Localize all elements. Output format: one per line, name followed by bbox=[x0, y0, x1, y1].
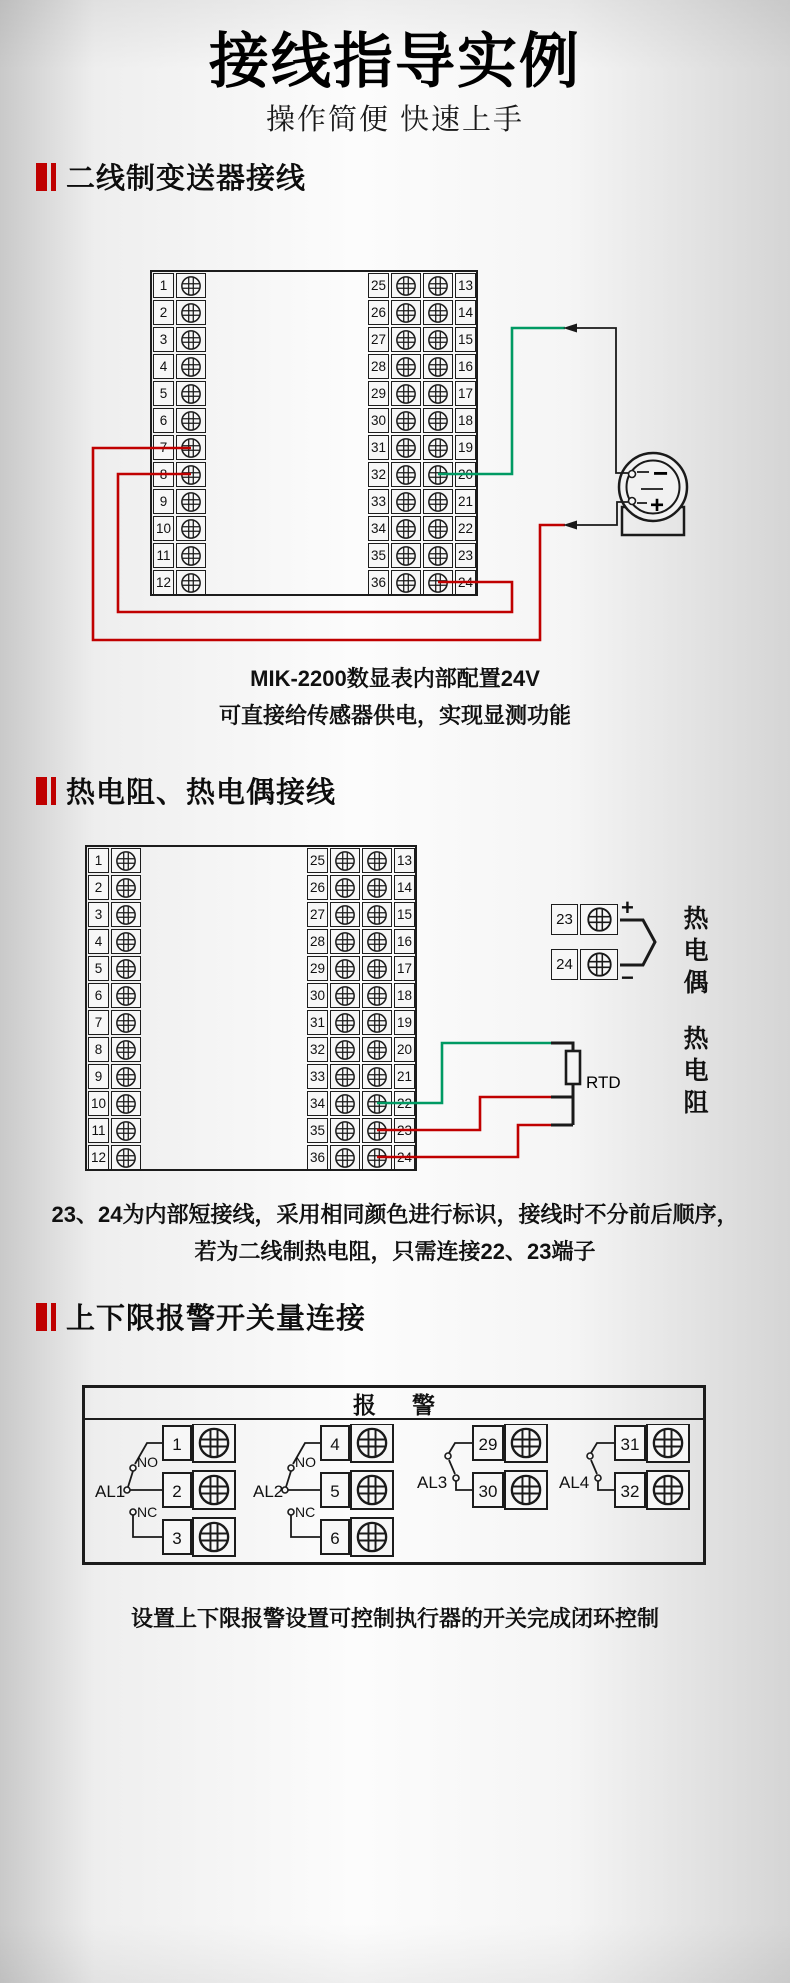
terminal-number: 20 bbox=[455, 462, 476, 487]
rtd-bottom-leads bbox=[551, 1084, 573, 1125]
terminal-number: 26 bbox=[307, 875, 328, 900]
terminal-number: 21 bbox=[394, 1064, 415, 1089]
switch-contact bbox=[595, 1475, 601, 1481]
thermocouple-label: 热电偶 bbox=[680, 905, 708, 1001]
no-contact bbox=[288, 1465, 294, 1471]
caption-rtd bbox=[0, 1196, 790, 1270]
terminal-number: 34 bbox=[368, 516, 389, 541]
terminal-number: 30 bbox=[478, 1482, 498, 1501]
terminal-number: 3 bbox=[153, 327, 174, 352]
caption-alarm bbox=[0, 1600, 790, 1637]
terminal-number: 23 bbox=[394, 1118, 415, 1143]
sensor-minus-sign: − bbox=[653, 458, 669, 488]
terminal-number: 6 bbox=[88, 983, 109, 1008]
diagram-transmitter-wiring bbox=[0, 270, 790, 670]
nc-label: NC bbox=[295, 1504, 316, 1520]
caption-line: 23、24为内部短接线，采用相同颜色进行标识，接线时不分前后顺序， bbox=[51, 1202, 739, 1227]
terminal-number: 23 bbox=[455, 543, 476, 568]
switch-leads bbox=[591, 1443, 615, 1490]
sensor-minus-wire bbox=[576, 328, 628, 473]
sensor-plus-contact bbox=[629, 498, 636, 505]
terminal-number: 27 bbox=[368, 327, 389, 352]
terminal-number: 24 bbox=[455, 570, 476, 595]
rtd-resistor bbox=[566, 1051, 580, 1084]
terminal-number: 35 bbox=[368, 543, 389, 568]
sensor-plus-sign: + bbox=[650, 492, 665, 519]
page-subtitle: 操作简便 快速上手 bbox=[265, 104, 525, 136]
terminal-number: 32 bbox=[307, 1037, 328, 1062]
terminal-number: 27 bbox=[307, 902, 328, 927]
thermocouple-minus-sign: − bbox=[621, 965, 634, 990]
terminal-number: 1 bbox=[88, 848, 109, 873]
terminal-number: 31 bbox=[620, 1435, 640, 1454]
terminal-number: 2 bbox=[88, 875, 109, 900]
terminal-number: 8 bbox=[153, 462, 174, 487]
terminal-number: 3 bbox=[172, 1529, 182, 1548]
terminal-number: 13 bbox=[394, 848, 415, 873]
terminal-number: 32 bbox=[368, 462, 389, 487]
terminal-number: 33 bbox=[307, 1064, 328, 1089]
diagram-rtd-thermocouple bbox=[0, 845, 790, 1190]
green-wire-terminal20 bbox=[438, 328, 565, 474]
terminal-number: 10 bbox=[153, 516, 174, 541]
section-marker-icon bbox=[36, 1303, 56, 1331]
terminal-number: 7 bbox=[88, 1010, 109, 1035]
terminal-number: 1 bbox=[153, 273, 174, 298]
terminal-number: 36 bbox=[307, 1145, 328, 1170]
thermocouple-plus-sign: + bbox=[621, 895, 634, 920]
section-marker-icon bbox=[36, 163, 56, 191]
green-wire-terminal22 bbox=[377, 1043, 551, 1103]
no-label: NO bbox=[295, 1454, 316, 1470]
red-wire-terminal8-24 bbox=[118, 474, 512, 612]
terminal-number: 29 bbox=[307, 956, 328, 981]
terminal-number: 30 bbox=[307, 983, 328, 1008]
nc-contact bbox=[130, 1509, 136, 1515]
terminal-number: 15 bbox=[455, 327, 476, 352]
alarm-group-name: AL1 bbox=[95, 1482, 126, 1501]
terminal-number: 2 bbox=[153, 300, 174, 325]
terminal-number: 5 bbox=[153, 381, 174, 406]
wiring-overlay bbox=[0, 845, 790, 1190]
alarm-group-al2 bbox=[251, 1424, 397, 1562]
terminal-number: 20 bbox=[394, 1037, 415, 1062]
arrowhead-icon bbox=[563, 521, 577, 530]
nc-contact bbox=[288, 1509, 294, 1515]
terminal-number: 24 bbox=[394, 1145, 415, 1170]
terminal-number: 16 bbox=[455, 354, 476, 379]
terminal-number: 31 bbox=[307, 1010, 328, 1035]
terminal-number: 6 bbox=[330, 1529, 340, 1548]
terminal-number: 18 bbox=[394, 983, 415, 1008]
alarm-title: 报警 bbox=[353, 1391, 471, 1418]
arrowhead-icon bbox=[563, 324, 577, 333]
terminal-number: 29 bbox=[368, 381, 389, 406]
thermocouple-junction bbox=[620, 920, 655, 965]
alarm-group-al3 bbox=[415, 1424, 551, 1562]
alarm-title-row bbox=[85, 1388, 703, 1420]
caption-line: MIK-2200数显表内部配置24V bbox=[250, 666, 540, 691]
caption-transmitter bbox=[0, 660, 790, 734]
terminal-number: 26 bbox=[368, 300, 389, 325]
section-header-alarm bbox=[36, 1296, 366, 1337]
terminal-number: 30 bbox=[368, 408, 389, 433]
terminal-number: 18 bbox=[455, 408, 476, 433]
terminal-number: 16 bbox=[394, 929, 415, 954]
alarm-group-al1 bbox=[93, 1424, 239, 1562]
terminal-number: 12 bbox=[153, 570, 174, 595]
switch-contact bbox=[453, 1475, 459, 1481]
terminal-number: 4 bbox=[88, 929, 109, 954]
caption-line: 可直接给传感器供电，实现显测功能 bbox=[218, 703, 571, 728]
rtd-name-label: 热电阻 bbox=[680, 1025, 708, 1121]
terminal-number: 17 bbox=[394, 956, 415, 981]
terminal-number: 15 bbox=[394, 902, 415, 927]
terminal-number: 31 bbox=[368, 435, 389, 460]
terminal-number: 33 bbox=[368, 489, 389, 514]
alarm-group-al4 bbox=[557, 1424, 693, 1562]
terminal-number: 13 bbox=[455, 273, 476, 298]
section-header-rtd-tc bbox=[36, 770, 336, 811]
terminal-number: 4 bbox=[330, 1435, 340, 1454]
switch-leads bbox=[449, 1443, 473, 1490]
terminal-number: 5 bbox=[88, 956, 109, 981]
section-marker-icon bbox=[36, 777, 56, 805]
terminal-number: 22 bbox=[455, 516, 476, 541]
terminal-number: 5 bbox=[330, 1482, 340, 1501]
terminal-number: 35 bbox=[307, 1118, 328, 1143]
terminal-number: 14 bbox=[394, 875, 415, 900]
alarm-group-name: AL3 bbox=[417, 1473, 448, 1492]
terminal-number: 17 bbox=[455, 381, 476, 406]
caption-line: 设置上下限报警设置可控制执行器的开关完成闭环控制 bbox=[130, 1606, 659, 1631]
caption-line: 若为二线制热电阻，只需连接22、23端子 bbox=[194, 1239, 596, 1264]
terminal-number: 24 bbox=[551, 949, 578, 980]
terminal-number: 32 bbox=[620, 1482, 640, 1501]
section-heading: 热电阻、热电偶接线 bbox=[66, 777, 337, 809]
terminal-number: 11 bbox=[153, 543, 174, 568]
section-header-transmitter bbox=[36, 156, 306, 197]
terminal-number: 3 bbox=[88, 902, 109, 927]
terminal-number: 14 bbox=[455, 300, 476, 325]
nc-label: NC bbox=[137, 1504, 158, 1520]
terminal-number: 11 bbox=[88, 1118, 109, 1143]
section-heading: 二线制变送器接线 bbox=[66, 163, 307, 195]
switch-contact bbox=[445, 1453, 451, 1459]
terminal-number: 25 bbox=[307, 848, 328, 873]
switch-contact bbox=[587, 1453, 593, 1459]
terminal-number: 7 bbox=[153, 435, 174, 460]
terminal-number: 25 bbox=[368, 273, 389, 298]
terminal-number: 2 bbox=[172, 1482, 182, 1501]
terminal-number: 28 bbox=[368, 354, 389, 379]
sensor-plus-wire bbox=[576, 502, 628, 525]
alarm-group-name: AL4 bbox=[559, 1473, 590, 1492]
terminal-number: 36 bbox=[368, 570, 389, 595]
terminal-number: 21 bbox=[455, 489, 476, 514]
terminal-number: 29 bbox=[478, 1435, 498, 1454]
alarm-group-name: AL2 bbox=[253, 1482, 284, 1501]
terminal-number: 19 bbox=[394, 1010, 415, 1035]
terminal-number: 6 bbox=[153, 408, 174, 433]
no-label: NO bbox=[137, 1454, 158, 1470]
terminal-number: 23 bbox=[551, 904, 578, 935]
terminal-number: 4 bbox=[153, 354, 174, 379]
terminal-number: 8 bbox=[88, 1037, 109, 1062]
terminal-number: 28 bbox=[307, 929, 328, 954]
alarm-body bbox=[85, 1420, 703, 1560]
terminal-number: 19 bbox=[455, 435, 476, 460]
terminal-number: 22 bbox=[394, 1091, 415, 1116]
wiring-overlay bbox=[0, 270, 790, 670]
terminal-number: 12 bbox=[88, 1145, 109, 1170]
terminal-number: 34 bbox=[307, 1091, 328, 1116]
terminal-number: 9 bbox=[88, 1064, 109, 1089]
alarm-diagram bbox=[82, 1385, 706, 1565]
terminal-number: 1 bbox=[172, 1435, 182, 1454]
terminal-number: 10 bbox=[88, 1091, 109, 1116]
page-title: 接线指导实例 bbox=[209, 28, 581, 95]
section-heading: 上下限报警开关量连接 bbox=[66, 1303, 367, 1335]
no-contact bbox=[130, 1465, 136, 1471]
sensor-minus-contact bbox=[629, 471, 636, 478]
rtd-label: RTD bbox=[586, 1073, 621, 1092]
terminal-number: 9 bbox=[153, 489, 174, 514]
